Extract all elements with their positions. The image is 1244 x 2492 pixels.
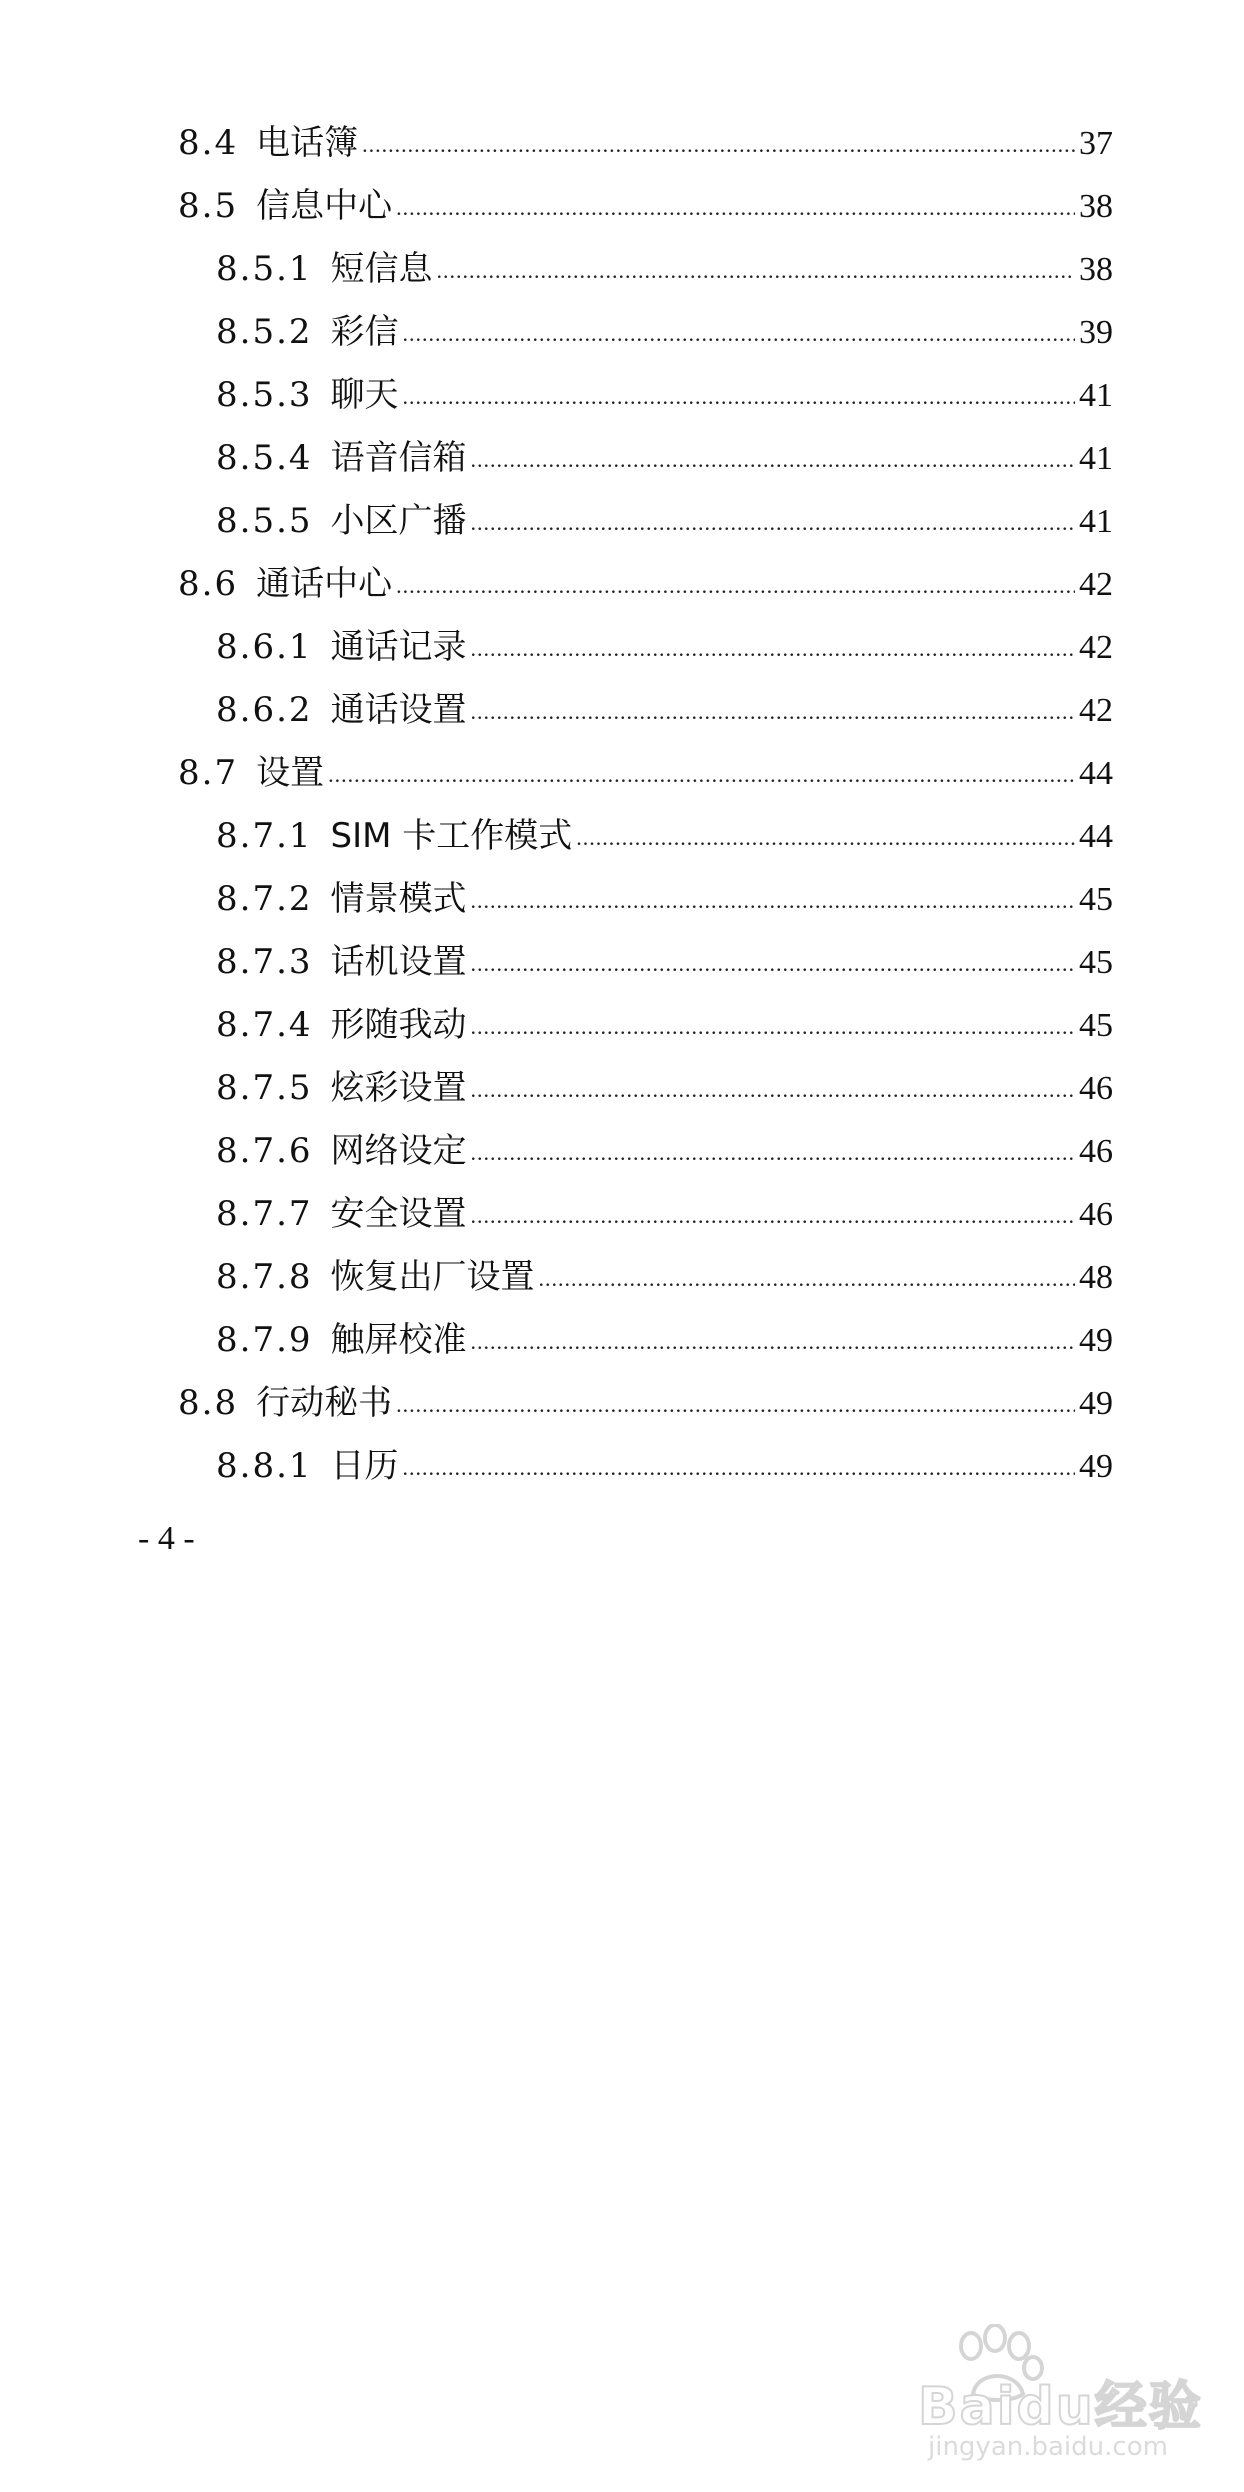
toc-entry-number: 8.7.5 <box>216 1068 313 1108</box>
toc-dot-leader <box>437 236 1075 302</box>
toc-entry[interactable] <box>0 742 1244 805</box>
toc-entry[interactable] <box>0 364 1244 427</box>
toc-entry[interactable] <box>0 238 1244 301</box>
toc-entry-page: 48 <box>1079 1259 1113 1296</box>
toc-entry-title: 恢复出厂设置 <box>330 1257 535 1297</box>
toc-entry-page: 42 <box>1079 566 1113 603</box>
toc-entry-title: 通话中心 <box>256 564 393 604</box>
toc-entry-title: 触屏校准 <box>330 1320 467 1360</box>
toc-entry[interactable] <box>0 1435 1244 1498</box>
toc-entry[interactable] <box>0 427 1244 490</box>
toc-entry-page: 42 <box>1079 629 1113 666</box>
toc-entry[interactable] <box>0 1120 1244 1183</box>
toc-entry-title: 电话簿 <box>256 123 359 163</box>
toc-dot-leader <box>576 803 1075 869</box>
toc-dot-leader <box>328 740 1075 806</box>
toc-dot-leader <box>471 866 1075 932</box>
toc-entry[interactable] <box>0 301 1244 364</box>
toc-entry-title: 彩信 <box>330 312 399 352</box>
toc-entry[interactable] <box>0 1309 1244 1372</box>
toc-entry-number: 8.5 <box>178 186 239 226</box>
toc-entry[interactable] <box>0 1246 1244 1309</box>
toc-dot-leader <box>403 299 1075 365</box>
toc-entry[interactable] <box>0 931 1244 994</box>
toc-entry-title: SIM 卡工作模式 <box>330 816 573 856</box>
toc-dot-leader <box>471 1055 1075 1121</box>
toc-entry-title: 小区广播 <box>330 501 467 541</box>
toc-entry-title: 安全设置 <box>330 1194 467 1234</box>
table-of-contents <box>0 112 1244 1498</box>
toc-entry-number: 8.7.1 <box>216 816 313 856</box>
toc-entry-number: 8.7.2 <box>216 879 313 919</box>
toc-dot-leader <box>403 362 1075 428</box>
toc-dot-leader <box>396 551 1075 617</box>
toc-entry-number: 8.6 <box>178 564 239 604</box>
page-number: - 4 - <box>138 1520 195 1557</box>
toc-entry-title: 形随我动 <box>330 1005 467 1045</box>
toc-dot-leader <box>396 173 1075 239</box>
toc-entry-page: 41 <box>1079 377 1113 414</box>
toc-entry-title: 通话设置 <box>330 690 467 730</box>
toc-entry-number: 8.6.2 <box>216 690 313 730</box>
toc-entry-page: 44 <box>1079 755 1113 792</box>
toc-entry-page: 46 <box>1079 1070 1113 1107</box>
toc-dot-leader <box>396 1370 1075 1436</box>
toc-entry[interactable] <box>0 994 1244 1057</box>
toc-entry-page: 38 <box>1079 251 1113 288</box>
toc-entry-number: 8.7.6 <box>216 1131 313 1171</box>
toc-entry-title: 语音信箱 <box>330 438 467 478</box>
toc-entry-number: 8.5.5 <box>216 501 313 541</box>
toc-entry-page: 42 <box>1079 692 1113 729</box>
toc-entry-page: 41 <box>1079 440 1113 477</box>
toc-entry-page: 49 <box>1079 1385 1113 1422</box>
toc-dot-leader <box>471 488 1075 554</box>
toc-entry-title: 情景模式 <box>330 879 467 919</box>
toc-entry-number: 8.7.8 <box>216 1257 313 1297</box>
toc-dot-leader <box>471 929 1075 995</box>
toc-entry-page: 38 <box>1079 188 1113 225</box>
toc-entry-page: 46 <box>1079 1196 1113 1233</box>
toc-entry[interactable] <box>0 679 1244 742</box>
toc-entry-number: 8.5.2 <box>216 312 313 352</box>
watermark-brand: Baidu经验 <box>918 2377 1203 2437</box>
toc-entry-page: 46 <box>1079 1133 1113 1170</box>
toc-entry[interactable] <box>0 1183 1244 1246</box>
toc-entry-title: 聊天 <box>330 375 399 415</box>
toc-dot-leader <box>471 677 1075 743</box>
toc-entry-title: 设置 <box>256 753 325 793</box>
toc-entry-page: 39 <box>1079 314 1113 351</box>
toc-entry-title: 信息中心 <box>256 186 393 226</box>
toc-entry-number: 8.5.3 <box>216 375 313 415</box>
toc-entry-number: 8.7.9 <box>216 1320 313 1360</box>
toc-entry-page: 44 <box>1079 818 1113 855</box>
toc-entry-title: 短信息 <box>330 249 433 289</box>
baidu-watermark <box>918 2324 1208 2464</box>
toc-entry-number: 8.8 <box>178 1383 239 1423</box>
toc-entry-number: 8.5.4 <box>216 438 313 478</box>
toc-entry-number: 8.4 <box>178 123 239 163</box>
toc-dot-leader <box>471 1307 1075 1373</box>
toc-entry-number: 8.7.7 <box>216 1194 313 1234</box>
toc-entry-page: 37 <box>1079 125 1113 162</box>
toc-entry[interactable] <box>0 1057 1244 1120</box>
toc-entry-number: 8.6.1 <box>216 627 313 667</box>
toc-entry-page: 45 <box>1079 944 1113 981</box>
toc-entry[interactable] <box>0 112 1244 175</box>
toc-entry-number: 8.8.1 <box>216 1446 313 1486</box>
toc-dot-leader <box>403 1433 1075 1499</box>
watermark-url: jingyan.baidu.com <box>928 2432 1168 2462</box>
toc-entry-title: 通话记录 <box>330 627 467 667</box>
toc-entry-title: 话机设置 <box>330 942 467 982</box>
toc-entry-number: 8.7.4 <box>216 1005 313 1045</box>
toc-dot-leader <box>471 614 1075 680</box>
toc-entry[interactable] <box>0 868 1244 931</box>
toc-entry-title: 炫彩设置 <box>330 1068 467 1108</box>
toc-entry[interactable] <box>0 1372 1244 1435</box>
toc-entry-title: 行动秘书 <box>256 1383 393 1423</box>
toc-entry[interactable] <box>0 175 1244 238</box>
toc-entry-number: 8.7 <box>178 753 239 793</box>
toc-dot-leader <box>471 1181 1075 1247</box>
toc-entry[interactable] <box>0 616 1244 679</box>
toc-entry-title: 网络设定 <box>330 1131 467 1171</box>
toc-entry-number: 8.7.3 <box>216 942 313 982</box>
toc-entry-page: 49 <box>1079 1448 1113 1485</box>
toc-dot-leader <box>471 992 1075 1058</box>
toc-entry-number: 8.5.1 <box>216 249 313 289</box>
toc-entry-title: 日历 <box>330 1446 399 1486</box>
toc-entry-page: 45 <box>1079 1007 1113 1044</box>
toc-entry-page: 49 <box>1079 1322 1113 1359</box>
toc-entry-page: 41 <box>1079 503 1113 540</box>
toc-dot-leader <box>471 425 1075 491</box>
toc-entry-page: 45 <box>1079 881 1113 918</box>
toc-dot-leader <box>471 1118 1075 1184</box>
toc-entry[interactable] <box>0 805 1244 868</box>
toc-dot-leader <box>362 110 1075 176</box>
toc-entry[interactable] <box>0 553 1244 616</box>
toc-dot-leader <box>539 1244 1075 1310</box>
toc-entry[interactable] <box>0 490 1244 553</box>
